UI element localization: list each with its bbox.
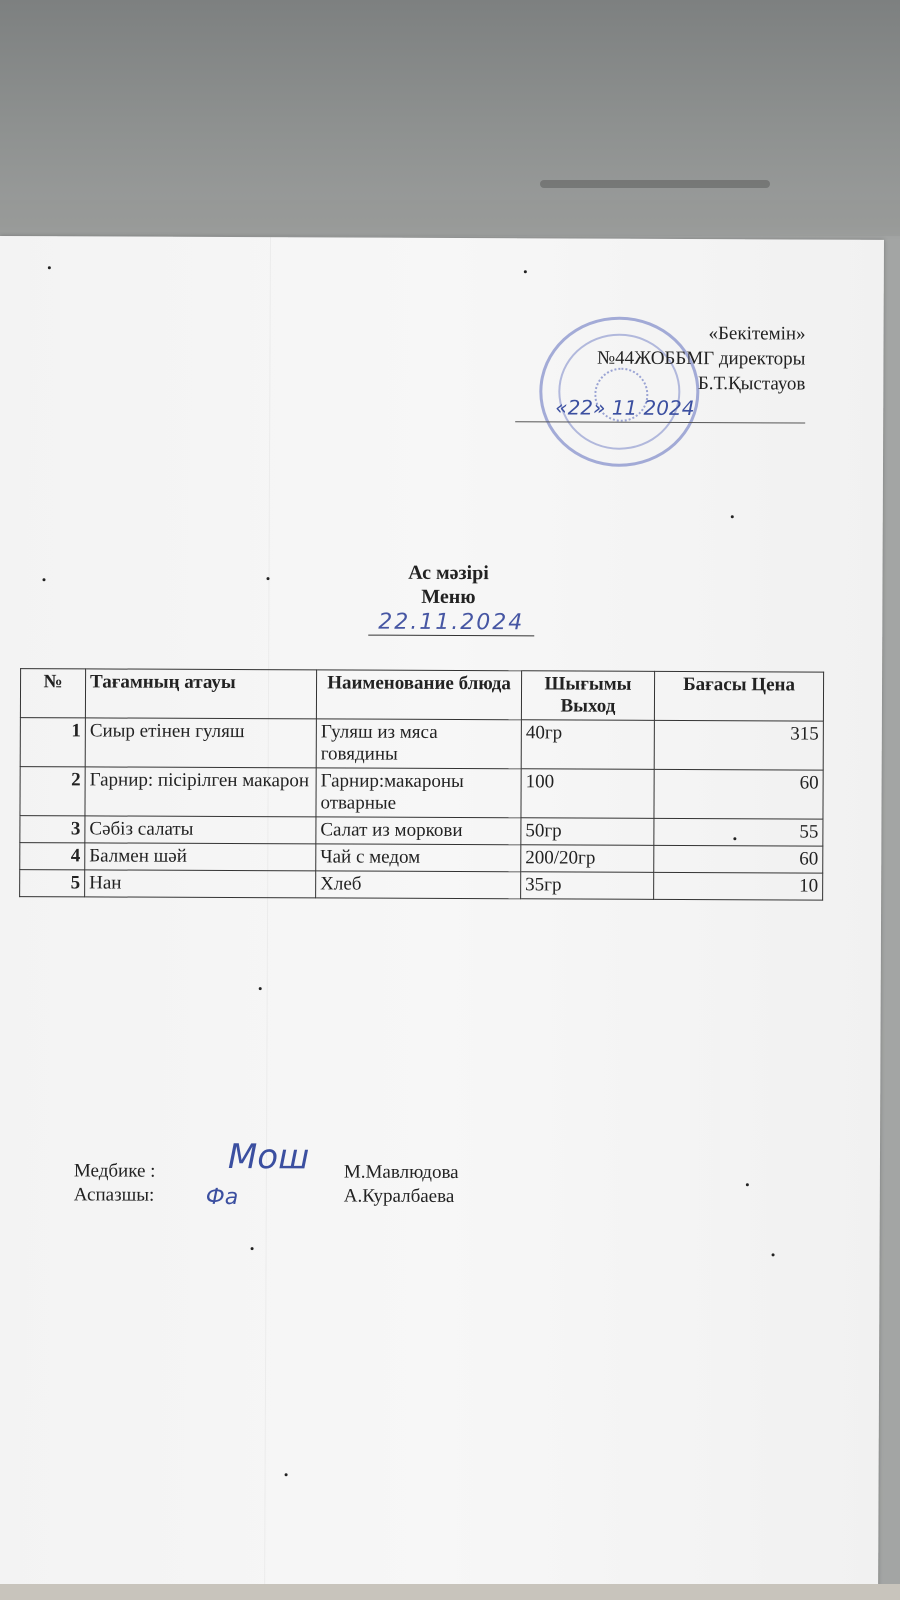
approval-date-handwritten: «22» 11 2024: [555, 395, 695, 421]
table-row: [20, 718, 823, 771]
cook-signature-line: [73, 1184, 455, 1211]
table-row: [20, 767, 823, 820]
menu-title-kz: Ас мәзірі: [408, 561, 489, 585]
approval-date-line: [515, 397, 805, 423]
paper-fold: [264, 237, 271, 1587]
paper-speck: [48, 266, 51, 269]
row-price: 60: [654, 845, 823, 873]
row-name-ru: Хлеб: [316, 871, 521, 899]
paper-speck: [731, 515, 734, 518]
row-num: 1: [20, 718, 85, 767]
row-price: 60: [654, 769, 823, 819]
row-name-ru: Салат из моркови: [316, 817, 521, 845]
nurse-name: М.Мавлюдова: [343, 1161, 459, 1184]
row-name-ru: Чай с медом: [316, 844, 521, 872]
menu-date-handwritten: 22.11.2024: [368, 610, 534, 637]
row-price: 55: [654, 818, 823, 846]
row-name-kz: Балмен шәй: [85, 843, 316, 871]
row-output: 100: [521, 769, 654, 819]
table-row: [20, 870, 823, 901]
paper-speck: [267, 577, 270, 580]
row-price: 10: [654, 872, 823, 900]
header-name-ru: Наименование блюда: [316, 670, 521, 720]
row-output: 50гр: [521, 818, 654, 846]
header-num: №: [20, 669, 85, 718]
background-mark: [540, 180, 770, 188]
paper-speck: [746, 1183, 749, 1186]
row-num: 5: [20, 870, 85, 897]
row-output: 35гр: [521, 872, 654, 900]
row-name-ru: Гарнир:макароны отварные: [316, 768, 521, 818]
table-row: [20, 816, 823, 847]
row-name-kz: Гарнир: пісірілген макарон: [85, 767, 316, 817]
nurse-signature-line: [74, 1160, 459, 1184]
surface-edge: [0, 1584, 900, 1600]
row-name-kz: Сиыр етінен гуляш: [85, 718, 316, 768]
row-price: 315: [654, 720, 823, 770]
approval-director-name: Б.Т.Қыстауов: [697, 373, 806, 395]
table-row: [20, 843, 823, 874]
approval-school-director: №44ЖОББМГ директоры: [597, 347, 806, 370]
row-num: 3: [20, 816, 85, 843]
paper-speck: [42, 578, 45, 581]
paper-speck: [259, 987, 262, 990]
paper-speck: [285, 1473, 288, 1476]
approval-block: [515, 320, 805, 423]
approval-title: «Бекітемін»: [708, 323, 806, 345]
header-name-kz: Тағамның атауы: [85, 669, 316, 719]
row-name-kz: Нан: [85, 870, 316, 898]
cook-name: А.Куралбаева: [343, 1185, 455, 1207]
menu-table: [19, 668, 824, 901]
menu-document: [0, 236, 884, 1590]
cook-handwritten-signature: Фа: [205, 1184, 239, 1211]
header-output: Шығымы Выход: [521, 671, 654, 721]
row-output: 40гр: [521, 720, 654, 770]
paper-speck: [772, 1253, 775, 1256]
row-num: 4: [20, 843, 85, 870]
paper-speck: [251, 1247, 254, 1250]
menu-table-header: [20, 669, 823, 722]
row-output: 200/20гр: [521, 845, 654, 873]
header-price: Бағасы Цена: [654, 671, 823, 721]
row-name-ru: Гуляш из мяса говядины: [316, 719, 521, 769]
paper-speck: [733, 837, 736, 840]
nurse-role: Медбике :: [73, 1160, 156, 1182]
nurse-handwritten-signature: Мош: [227, 1137, 310, 1178]
background-surface: [0, 200, 900, 236]
cook-role: Аспазшы:: [73, 1184, 155, 1206]
row-num: 2: [20, 767, 85, 816]
menu-title-ru: Меню: [421, 585, 476, 609]
row-name-kz: Сәбіз салаты: [85, 816, 316, 844]
paper-speck: [524, 270, 527, 273]
